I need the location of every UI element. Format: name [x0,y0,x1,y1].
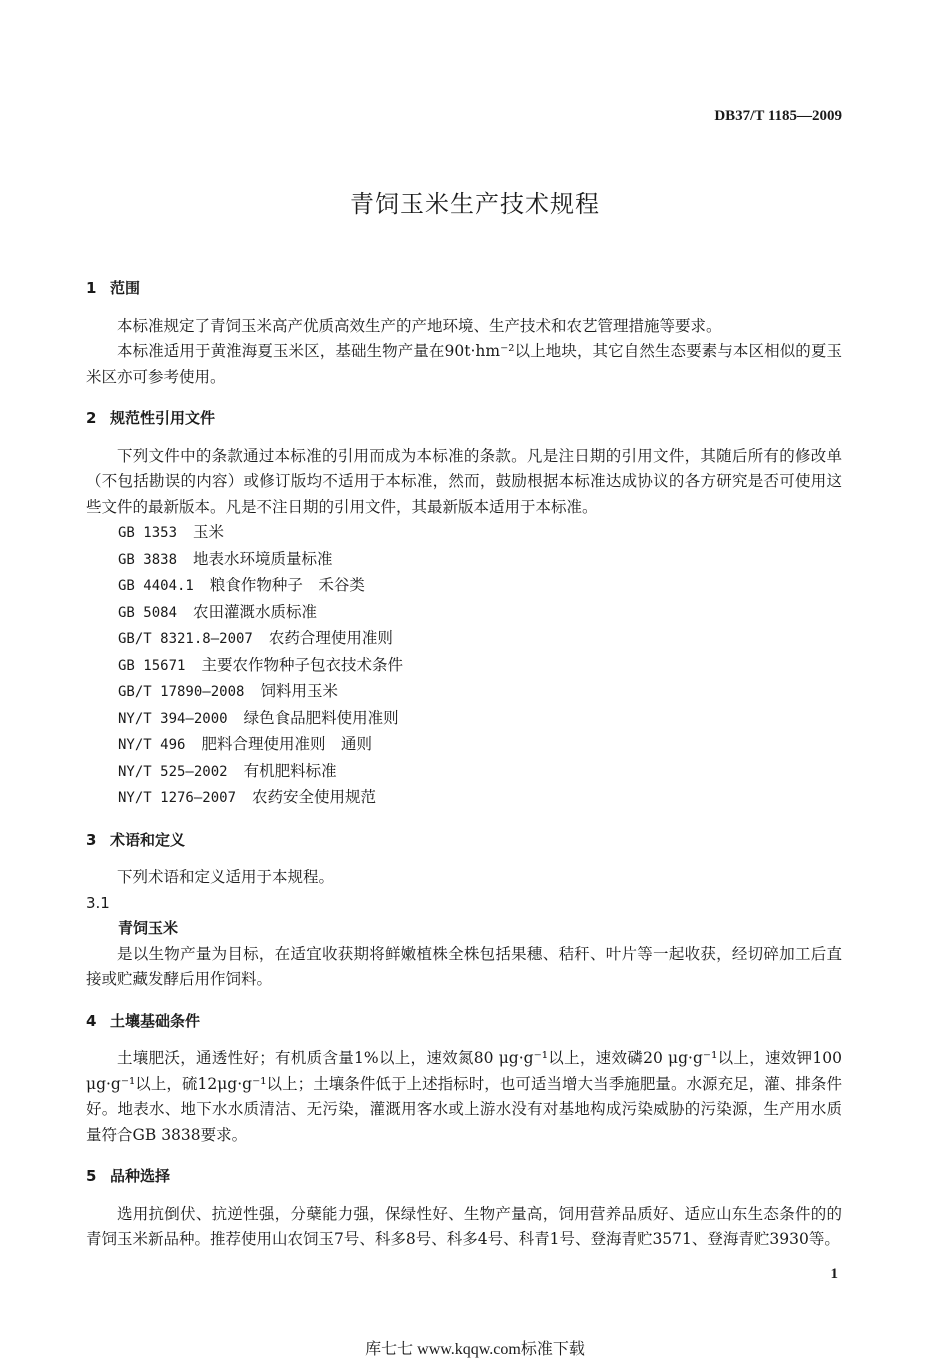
document-body [86,276,842,1253]
reference-code: GB/T 8321.8—2007 [118,631,253,647]
reference-item [86,653,842,680]
reference-code: GB 1353 [118,525,178,541]
reference-code: GB 3838 [118,551,178,568]
reference-title: 地表水环境质量标准 [193,549,333,568]
reference-title: 有机肥料标准 [243,761,337,780]
section-heading-3: 3 术语和定义 [86,830,186,849]
paragraph: 下列术语和定义适用于本规程。 [117,868,335,886]
paragraph: 本标准规定了青饲玉米高产优质高效生产的产地环境、生产技术和农艺管理措施等要求。 [117,316,722,335]
section-heading-5: 5 品种选择 [86,1167,171,1185]
reference-title: 农药安全使用规范 [252,788,377,806]
reference-item [86,520,842,547]
reference-item [86,706,842,733]
reference-code: GB/T 17890—2008 [118,684,245,700]
paragraph: 本标准适用于黄淮海夏玉米区，基础生物产量在90t·hm⁻²以上地块，其它自然生态要素与本区相似的夏玉米区亦可参考使用。 [86,342,842,386]
reference-item [86,600,842,627]
reference-item [86,679,842,706]
paragraph: 下列文件中的条款通过本标准的引用而成为本标准的条款。凡是注日期的引用文件，其随后所有的修改单（不包括勘误的内容）或修订版均不适用于本标准，然而，鼓励根据本标准达成协议的各方研究是否可使用这些文件的最新版本。凡是不注日期的引用文件，其最新版本适用于本标准。 [86,446,842,516]
term-definition: 是以生物产量为目标，在适宜收获期将鲜嫩植株全株包括果穗、秸秆、叶片等一起收获，经切碎加工后直接或贮藏发酵后用作饲料。 [86,944,842,988]
reference-item [86,759,842,786]
reference-code: GB 5084 [118,604,178,621]
reference-title: 饲料用玉米 [260,682,338,700]
section-heading-4: 4 土壤基础条件 [86,1011,201,1030]
section-heading-2: 2 规范性引用文件 [86,409,216,427]
reference-list [86,520,842,812]
reference-title: 玉米 [193,523,225,541]
reference-title: 主要农作物种子包衣技术条件 [201,655,403,674]
section-heading-1: 1 范围 [86,279,141,297]
clause-number: 3.1 [86,893,110,912]
reference-item [86,626,842,653]
reference-item [86,785,842,812]
page-number: 1 [830,1266,838,1282]
footer-watermark: 库七七 www.kqqw.com标准下载 [365,1341,585,1358]
reference-item [86,573,842,600]
reference-title: 绿色食品肥料使用准则 [243,708,399,727]
document-title: 青饲玉米生产技术规程 [350,190,600,218]
paragraph: 土壤肥沃，通透性好；有机质含量1%以上，速效氮80 μg·g⁻¹以上，速效磷20 μg·g⁻¹以上，速效钾100 μg·g⁻¹以上，硫12μg·g⁻¹以上；土壤条件低于上述指标时，也可适当增大当季施肥量。水源充足，灌、排条件好。地表水、地下水水质清洁、无污染，灌溉用客水或上游水没有对基地构成污染威胁的污染源，生产用水质量符合GB 3838要求。 [86,1049,842,1144]
reference-title: 农田灌溉水质标准 [193,602,318,621]
reference-code: NY/T 496 [118,737,186,753]
reference-code: NY/T 1276—2007 [118,790,237,806]
reference-code: NY/T 394—2000 [118,710,228,727]
reference-title: 农药合理使用准则 [268,629,393,647]
reference-item [86,732,842,759]
doc-code: DB37/T 1185—2009 [714,108,842,124]
reference-code: NY/T 525—2002 [118,763,228,780]
reference-item [86,547,842,574]
reference-title: 肥料合理使用准则 通则 [201,735,372,753]
term-name: 青饲玉米 [118,919,179,937]
paragraph: 选用抗倒伏、抗逆性强，分蘖能力强，保绿性好、生物产量高，饲用营养品质好、适应山东生态条件的的青饲玉米新品种。推荐使用山农饲玉7号、科多8号、科多4号、科青1号、登海青贮3571、登海青贮3930等。 [86,1204,842,1248]
reference-code: GB 15671 [118,657,186,674]
reference-title: 粮食作物种子 禾谷类 [209,576,365,594]
reference-code: GB 4404.1 [118,578,194,594]
